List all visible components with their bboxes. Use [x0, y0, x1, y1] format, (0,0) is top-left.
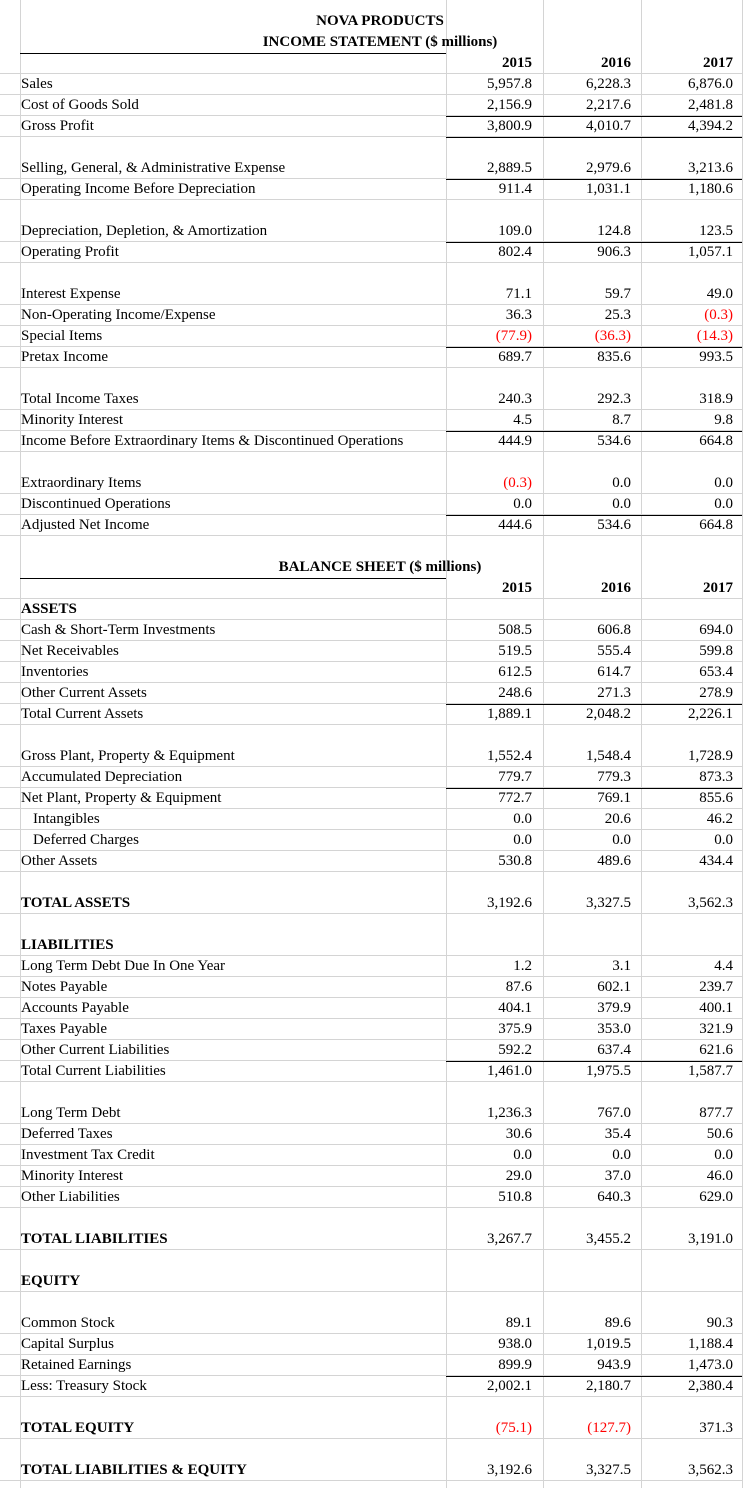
table-row — [0, 1019, 743, 1040]
value-cell: 530.8 — [498, 853, 532, 869]
value-cell: 50.6 — [706, 1126, 733, 1142]
row-label: Depreciation, Depletion, & Amortization — [21, 223, 268, 239]
value-cell: 1,975.5 — [586, 1063, 631, 1079]
value-cell: 602.1 — [597, 979, 631, 995]
table-row — [0, 767, 743, 788]
value-cell: 899.9 — [498, 1357, 532, 1373]
value-cell: 835.6 — [597, 349, 631, 365]
value-cell: 614.7 — [597, 664, 631, 680]
row-label: TOTAL LIABILITIES & EQUITY — [21, 1462, 247, 1478]
value-cell: 1,019.5 — [586, 1336, 631, 1352]
value-cell: 3,562.3 — [688, 895, 733, 911]
value-cell: 0.0 — [513, 832, 532, 848]
value-cell: 0.0 — [714, 1147, 733, 1163]
table-row — [0, 1229, 743, 1250]
row-label: Investment Tax Credit — [21, 1147, 155, 1163]
row-label: Deferred Taxes — [21, 1126, 113, 1142]
table-row — [0, 347, 743, 368]
row-label: Operating Profit — [21, 244, 119, 260]
value-cell: 0.0 — [714, 832, 733, 848]
table-row — [0, 977, 743, 998]
value-cell: 2,002.1 — [487, 1378, 532, 1394]
value-cell: 772.7 — [498, 790, 532, 806]
value-cell: 353.0 — [597, 1021, 631, 1037]
row-label: Common Stock — [21, 1315, 115, 1331]
table-row — [0, 620, 743, 641]
value-cell: (77.9) — [495, 328, 532, 344]
value-cell: 71.1 — [505, 286, 532, 302]
table-row — [0, 641, 743, 662]
value-cell: (127.7) — [587, 1420, 631, 1436]
value-cell: 1,889.1 — [487, 706, 532, 722]
value-cell: (14.3) — [696, 328, 733, 344]
row-label: Total Income Taxes — [21, 391, 139, 407]
value-cell: 371.3 — [699, 1420, 733, 1436]
row-label: Taxes Payable — [21, 1021, 108, 1037]
row-label: Other Current Assets — [21, 685, 147, 701]
row-label: Pretax Income — [21, 349, 109, 365]
table-row — [0, 683, 743, 704]
value-cell: 689.7 — [498, 349, 532, 365]
value-cell: 292.3 — [597, 391, 631, 407]
section-heading: LIABILITIES — [21, 937, 114, 953]
value-cell: 1,587.7 — [688, 1063, 733, 1079]
table-row — [0, 557, 743, 578]
table-row — [0, 1040, 743, 1061]
value-cell: 629.0 — [699, 1189, 733, 1205]
rule-line — [20, 578, 446, 579]
table-row — [0, 116, 743, 137]
year-header: 2017 — [703, 55, 733, 71]
value-cell: 873.3 — [699, 769, 733, 785]
value-cell: 1,461.0 — [487, 1063, 532, 1079]
value-cell: 943.9 — [597, 1357, 631, 1373]
value-cell: 637.4 — [597, 1042, 631, 1058]
value-cell: 877.7 — [699, 1105, 733, 1121]
value-cell: 606.8 — [597, 622, 631, 638]
table-row — [0, 851, 743, 872]
value-cell: 489.6 — [597, 853, 631, 869]
row-label: Other Liabilities — [21, 1189, 120, 1205]
value-cell: 20.6 — [604, 811, 631, 827]
sheet-title: INCOME STATEMENT ($ millions) — [262, 34, 498, 50]
value-cell: 3,327.5 — [586, 895, 631, 911]
value-cell: 534.6 — [597, 517, 631, 533]
section-heading: ASSETS — [21, 601, 77, 617]
table-row — [0, 1376, 743, 1397]
value-cell: 612.5 — [498, 664, 532, 680]
table-row — [0, 410, 743, 431]
table-row — [0, 1187, 743, 1208]
value-cell: 4,010.7 — [586, 118, 631, 134]
value-cell: (0.3) — [704, 307, 733, 323]
value-cell: 664.8 — [699, 433, 733, 449]
value-cell: 240.3 — [498, 391, 532, 407]
value-cell: 0.0 — [513, 811, 532, 827]
value-cell: 1,552.4 — [487, 748, 532, 764]
row-label: Inventories — [21, 664, 89, 680]
value-cell: 555.4 — [597, 643, 631, 659]
year-header: 2017 — [703, 580, 733, 596]
value-cell: 1,057.1 — [688, 244, 733, 260]
value-cell: 37.0 — [604, 1168, 631, 1184]
table-row — [0, 893, 743, 914]
row-label: Less: Treasury Stock — [21, 1378, 147, 1394]
value-cell: 640.3 — [597, 1189, 631, 1205]
row-label: Accumulated Depreciation — [21, 769, 183, 785]
value-cell: 0.0 — [612, 475, 631, 491]
row-label: Minority Interest — [21, 412, 124, 428]
sheet-title: NOVA PRODUCTS — [316, 13, 444, 29]
value-cell: 278.9 — [699, 685, 733, 701]
row-label: TOTAL ASSETS — [21, 895, 131, 911]
value-cell: 0.0 — [612, 1147, 631, 1163]
table-row — [0, 11, 743, 32]
value-cell: 59.7 — [604, 286, 631, 302]
value-cell: 321.9 — [699, 1021, 733, 1037]
value-cell: 3,191.0 — [688, 1231, 733, 1247]
value-cell: 694.0 — [699, 622, 733, 638]
table-row — [0, 326, 743, 347]
value-cell: 8.7 — [612, 412, 631, 428]
value-cell: 0.0 — [513, 1147, 532, 1163]
value-cell: 0.0 — [612, 496, 631, 512]
row-label: Capital Surplus — [21, 1336, 114, 1352]
value-cell: 109.0 — [498, 223, 532, 239]
value-cell: 1,180.6 — [688, 181, 733, 197]
value-cell: 434.4 — [699, 853, 733, 869]
value-cell: 444.9 — [498, 433, 532, 449]
row-label: Notes Payable — [21, 979, 108, 995]
value-cell: 1,548.4 — [586, 748, 631, 764]
table-row — [0, 284, 743, 305]
value-cell: 318.9 — [699, 391, 733, 407]
value-cell: 87.6 — [505, 979, 532, 995]
value-cell: 1,031.1 — [586, 181, 631, 197]
row-label: Other Current Liabilities — [21, 1042, 170, 1058]
table-row — [0, 494, 743, 515]
table-row — [0, 788, 743, 809]
table-row — [0, 158, 743, 179]
table-row — [0, 1166, 743, 1187]
value-cell: 46.2 — [706, 811, 733, 827]
row-label: Cash & Short-Term Investments — [21, 622, 216, 638]
value-cell: 769.1 — [597, 790, 631, 806]
value-cell: 36.3 — [505, 307, 532, 323]
row-label: Cost of Goods Sold — [21, 97, 139, 113]
value-cell: 3.1 — [612, 958, 631, 974]
value-cell: 124.8 — [597, 223, 631, 239]
table-row — [0, 1460, 743, 1481]
row-label: Sales — [21, 76, 53, 92]
row-label: Intangibles — [33, 811, 100, 827]
value-cell: 123.5 — [699, 223, 733, 239]
value-cell: 3,800.9 — [487, 118, 532, 134]
table-row — [0, 746, 743, 767]
value-cell: 2,217.6 — [586, 97, 631, 113]
value-cell: 6,876.0 — [688, 76, 733, 92]
row-label: Income Before Extraordinary Items & Discontinued Operations — [21, 433, 404, 449]
year-header: 2016 — [601, 580, 631, 596]
value-cell: 664.8 — [699, 517, 733, 533]
value-cell: 2,481.8 — [688, 97, 733, 113]
table-row — [0, 578, 743, 599]
value-cell: 938.0 — [498, 1336, 532, 1352]
value-cell: 1,188.4 — [688, 1336, 733, 1352]
value-cell: 0.0 — [513, 496, 532, 512]
value-cell: 2,180.7 — [586, 1378, 631, 1394]
table-row — [0, 431, 743, 452]
value-cell: 2,226.1 — [688, 706, 733, 722]
value-cell: 35.4 — [604, 1126, 631, 1142]
row-label: TOTAL LIABILITIES — [21, 1231, 168, 1247]
value-cell: 599.8 — [699, 643, 733, 659]
value-cell: 2,048.2 — [586, 706, 631, 722]
value-cell: 0.0 — [612, 832, 631, 848]
value-cell: 4.5 — [513, 412, 532, 428]
value-cell: 1.2 — [513, 958, 532, 974]
table-row — [0, 1334, 743, 1355]
table-row — [0, 221, 743, 242]
table-row — [0, 662, 743, 683]
value-cell: 855.6 — [699, 790, 733, 806]
table-row — [0, 599, 743, 620]
row-label: TOTAL EQUITY — [21, 1420, 135, 1436]
row-label: Total Current Liabilities — [21, 1063, 166, 1079]
value-cell: 4.4 — [714, 958, 733, 974]
value-cell: 379.9 — [597, 1000, 631, 1016]
value-cell: 5,957.8 — [487, 76, 532, 92]
value-cell: 519.5 — [498, 643, 532, 659]
year-header: 2015 — [502, 55, 532, 71]
value-cell: (0.3) — [503, 475, 532, 491]
value-cell: 46.0 — [706, 1168, 733, 1184]
table-row — [0, 1061, 743, 1082]
table-row — [0, 389, 743, 410]
value-cell: 3,267.7 — [487, 1231, 532, 1247]
value-cell: 2,380.4 — [688, 1378, 733, 1394]
year-header: 2015 — [502, 580, 532, 596]
row-label: Gross Profit — [21, 118, 94, 134]
row-label: Interest Expense — [21, 286, 121, 302]
value-cell: 3,455.2 — [586, 1231, 631, 1247]
value-cell: 653.4 — [699, 664, 733, 680]
table-row — [0, 1313, 743, 1334]
table-row — [0, 1355, 743, 1376]
row-label: Selling, General, & Administrative Expense — [21, 160, 286, 176]
value-cell: 30.6 — [505, 1126, 532, 1142]
table-row — [0, 1124, 743, 1145]
table-row — [0, 809, 743, 830]
table-row — [0, 830, 743, 851]
row-label: Long Term Debt Due In One Year — [21, 958, 226, 974]
table-row — [0, 305, 743, 326]
value-cell: 375.9 — [498, 1021, 532, 1037]
value-cell: 0.0 — [714, 496, 733, 512]
value-cell: 779.7 — [498, 769, 532, 785]
value-cell: 89.6 — [604, 1315, 631, 1331]
value-cell: 510.8 — [498, 1189, 532, 1205]
value-cell: 271.3 — [597, 685, 631, 701]
table-row — [0, 473, 743, 494]
value-cell: 767.0 — [597, 1105, 631, 1121]
value-cell: 400.1 — [699, 1000, 733, 1016]
value-cell: 1,236.3 — [487, 1105, 532, 1121]
value-cell: 993.5 — [699, 349, 733, 365]
table-row — [0, 515, 743, 536]
value-cell: 0.0 — [714, 475, 733, 491]
row-label: Operating Income Before Depreciation — [21, 181, 256, 197]
section-heading: EQUITY — [21, 1273, 81, 1289]
row-label: Non-Operating Income/Expense — [21, 307, 216, 323]
value-cell: 2,889.5 — [487, 160, 532, 176]
value-cell: 911.4 — [498, 181, 532, 197]
value-cell: 3,327.5 — [586, 1462, 631, 1478]
row-label: Adjusted Net Income — [21, 517, 150, 533]
row-label: Total Current Assets — [21, 706, 144, 722]
row-label: Deferred Charges — [33, 832, 139, 848]
rule-line — [446, 137, 742, 138]
table-row — [0, 242, 743, 263]
value-cell: 9.8 — [714, 412, 733, 428]
value-cell: 3,562.3 — [688, 1462, 733, 1478]
value-cell: 779.3 — [597, 769, 631, 785]
table-row — [0, 95, 743, 116]
value-cell: 6,228.3 — [586, 76, 631, 92]
table-row — [0, 1271, 743, 1292]
table-row — [0, 32, 743, 53]
table-row — [0, 704, 743, 725]
value-cell: 2,979.6 — [586, 160, 631, 176]
row-label: Minority Interest — [21, 1168, 124, 1184]
table-row — [0, 1145, 743, 1166]
value-cell: 49.0 — [706, 286, 733, 302]
value-cell: 1,473.0 — [688, 1357, 733, 1373]
row-label: Discontinued Operations — [21, 496, 171, 512]
value-cell: 2,156.9 — [487, 97, 532, 113]
row-label: Other Assets — [21, 853, 98, 869]
row-label: Net Receivables — [21, 643, 119, 659]
value-cell: 4,394.2 — [688, 118, 733, 134]
value-cell: 248.6 — [498, 685, 532, 701]
table-row — [0, 53, 743, 74]
year-header: 2016 — [601, 55, 631, 71]
value-cell: 89.1 — [505, 1315, 532, 1331]
row-label: Retained Earnings — [21, 1357, 132, 1373]
value-cell: 1,728.9 — [688, 748, 733, 764]
sheet-title: BALANCE SHEET ($ millions) — [278, 559, 482, 575]
value-cell: (36.3) — [594, 328, 631, 344]
table-row — [0, 935, 743, 956]
row-label: Accounts Payable — [21, 1000, 129, 1016]
value-cell: 444.6 — [498, 517, 532, 533]
value-cell: 90.3 — [706, 1315, 733, 1331]
value-cell: 621.6 — [699, 1042, 733, 1058]
table-row — [0, 1103, 743, 1124]
row-label: Special Items — [21, 328, 103, 344]
value-cell: 404.1 — [498, 1000, 532, 1016]
table-row — [0, 998, 743, 1019]
value-cell: 592.2 — [498, 1042, 532, 1058]
row-label: Extraordinary Items — [21, 475, 142, 491]
value-cell: 29.0 — [505, 1168, 532, 1184]
row-label: Gross Plant, Property & Equipment — [21, 748, 235, 764]
value-cell: 3,192.6 — [487, 1462, 532, 1478]
value-cell: 508.5 — [498, 622, 532, 638]
value-cell: 534.6 — [597, 433, 631, 449]
table-row — [0, 179, 743, 200]
value-cell: 239.7 — [699, 979, 733, 995]
value-cell: 3,192.6 — [487, 895, 532, 911]
value-cell: 802.4 — [498, 244, 532, 260]
value-cell: 25.3 — [604, 307, 631, 323]
row-label: Net Plant, Property & Equipment — [21, 790, 222, 806]
value-cell: 906.3 — [597, 244, 631, 260]
row-label: Long Term Debt — [21, 1105, 121, 1121]
table-row — [0, 1418, 743, 1439]
value-cell: (75.1) — [495, 1420, 532, 1436]
table-row — [0, 956, 743, 977]
table-row — [0, 74, 743, 95]
value-cell: 3,213.6 — [688, 160, 733, 176]
